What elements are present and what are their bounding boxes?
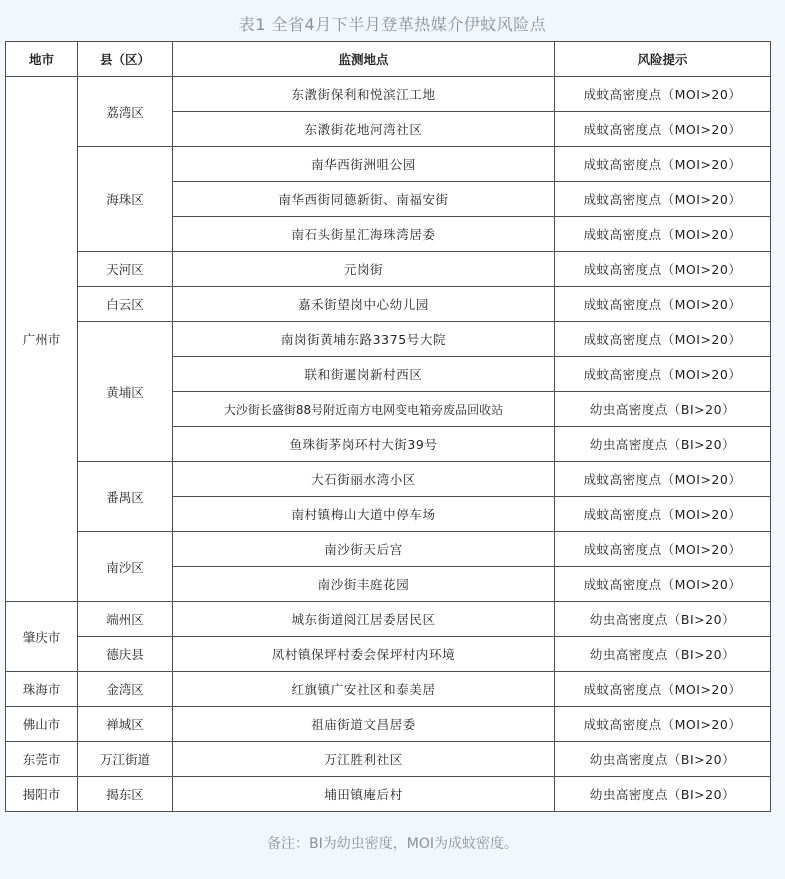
site-cell: 南石头街星汇海珠湾居委	[173, 217, 555, 252]
city-cell: 揭阳市	[6, 777, 78, 812]
risk-points-table	[5, 41, 771, 812]
risk-cell: 成蚊高密度点（MOI>20）	[555, 77, 771, 112]
risk-cell: 成蚊高密度点（MOI>20）	[555, 287, 771, 322]
county-cell: 番禺区	[78, 462, 173, 532]
table-row	[6, 777, 771, 812]
table-row	[6, 602, 771, 637]
table-row	[6, 532, 771, 567]
risk-cell: 幼虫高密度点（BI>20）	[555, 427, 771, 462]
risk-cell: 成蚊高密度点（MOI>20）	[555, 147, 771, 182]
table-row	[6, 462, 771, 497]
table-row	[6, 252, 771, 287]
risk-cell: 成蚊高密度点（MOI>20）	[555, 357, 771, 392]
risk-cell: 幼虫高密度点（BI>20）	[555, 637, 771, 672]
risk-cell: 幼虫高密度点（BI>20）	[555, 777, 771, 812]
site-cell: 大石街丽水湾小区	[173, 462, 555, 497]
header-site: 监测地点	[173, 42, 555, 77]
county-cell: 禅城区	[78, 707, 173, 742]
table-row	[6, 672, 771, 707]
site-cell: 元岗街	[173, 252, 555, 287]
table-row	[6, 742, 771, 777]
city-cell: 珠海市	[6, 672, 78, 707]
site-cell: 南岗街黄埔东路3375号大院	[173, 322, 555, 357]
footnote: 备注：BI为幼虫密度，MOI为成蚊密度。	[267, 836, 518, 852]
county-cell: 黄埔区	[78, 322, 173, 462]
site-cell: 城东街道阅江居委居民区	[173, 602, 555, 637]
site-cell: 凤村镇保坪村委会保坪村内环境	[173, 637, 555, 672]
county-cell: 南沙区	[78, 532, 173, 602]
header-risk: 风险提示	[555, 42, 771, 77]
table-row	[6, 287, 771, 322]
county-cell: 天河区	[78, 252, 173, 287]
site-cell: 埔田镇庵后村	[173, 777, 555, 812]
table-row	[6, 707, 771, 742]
site-cell: 大沙街长盛街88号附近南方电网变电箱旁废品回收站	[173, 392, 555, 427]
site-cell: 万江胜利社区	[173, 742, 555, 777]
risk-cell: 成蚊高密度点（MOI>20）	[555, 112, 771, 147]
table-row	[6, 147, 771, 182]
risk-cell: 成蚊高密度点（MOI>20）	[555, 707, 771, 742]
risk-cell: 成蚊高密度点（MOI>20）	[555, 462, 771, 497]
site-cell: 南沙街天后宫	[173, 532, 555, 567]
header-city: 地市	[6, 42, 78, 77]
table-row	[6, 637, 771, 672]
risk-cell: 幼虫高密度点（BI>20）	[555, 742, 771, 777]
risk-cell: 成蚊高密度点（MOI>20）	[555, 532, 771, 567]
county-cell: 海珠区	[78, 147, 173, 252]
county-cell: 德庆县	[78, 637, 173, 672]
header-county: 县（区）	[78, 42, 173, 77]
site-cell: 嘉禾街望岗中心幼儿园	[173, 287, 555, 322]
risk-cell: 成蚊高密度点（MOI>20）	[555, 217, 771, 252]
county-cell: 荔湾区	[78, 77, 173, 147]
risk-cell: 成蚊高密度点（MOI>20）	[555, 497, 771, 532]
risk-cell: 幼虫高密度点（BI>20）	[555, 602, 771, 637]
site-cell: 南沙街丰庭花园	[173, 567, 555, 602]
risk-cell: 成蚊高密度点（MOI>20）	[555, 567, 771, 602]
city-cell: 广州市	[6, 77, 78, 602]
site-cell: 红旗镇广安社区和泰美居	[173, 672, 555, 707]
risk-cell: 成蚊高密度点（MOI>20）	[555, 672, 771, 707]
table-title: 表1 全省4月下半月登革热媒介伊蚊风险点	[238, 15, 547, 34]
city-cell: 东莞市	[6, 742, 78, 777]
site-cell: 南华西街同德新街、南福安街	[173, 182, 555, 217]
site-cell: 联和街暹岗新村西区	[173, 357, 555, 392]
city-cell: 佛山市	[6, 707, 78, 742]
site-cell: 东漖街花地河湾社区	[173, 112, 555, 147]
county-cell: 白云区	[78, 287, 173, 322]
county-cell: 万江街道	[78, 742, 173, 777]
county-cell: 端州区	[78, 602, 173, 637]
site-cell: 鱼珠街茅岗环村大街39号	[173, 427, 555, 462]
county-cell: 揭东区	[78, 777, 173, 812]
table-row	[6, 77, 771, 112]
header-row	[6, 42, 771, 77]
site-cell: 祖庙街道文昌居委	[173, 707, 555, 742]
county-cell: 金湾区	[78, 672, 173, 707]
risk-cell: 幼虫高密度点（BI>20）	[555, 392, 771, 427]
table-row	[6, 322, 771, 357]
risk-cell: 成蚊高密度点（MOI>20）	[555, 182, 771, 217]
site-cell: 南村镇梅山大道中停车场	[173, 497, 555, 532]
city-cell: 肇庆市	[6, 602, 78, 672]
site-cell: 东漖街保利和悦滨江工地	[173, 77, 555, 112]
risk-cell: 成蚊高密度点（MOI>20）	[555, 322, 771, 357]
site-cell: 南华西街洲咀公园	[173, 147, 555, 182]
risk-cell: 成蚊高密度点（MOI>20）	[555, 252, 771, 287]
